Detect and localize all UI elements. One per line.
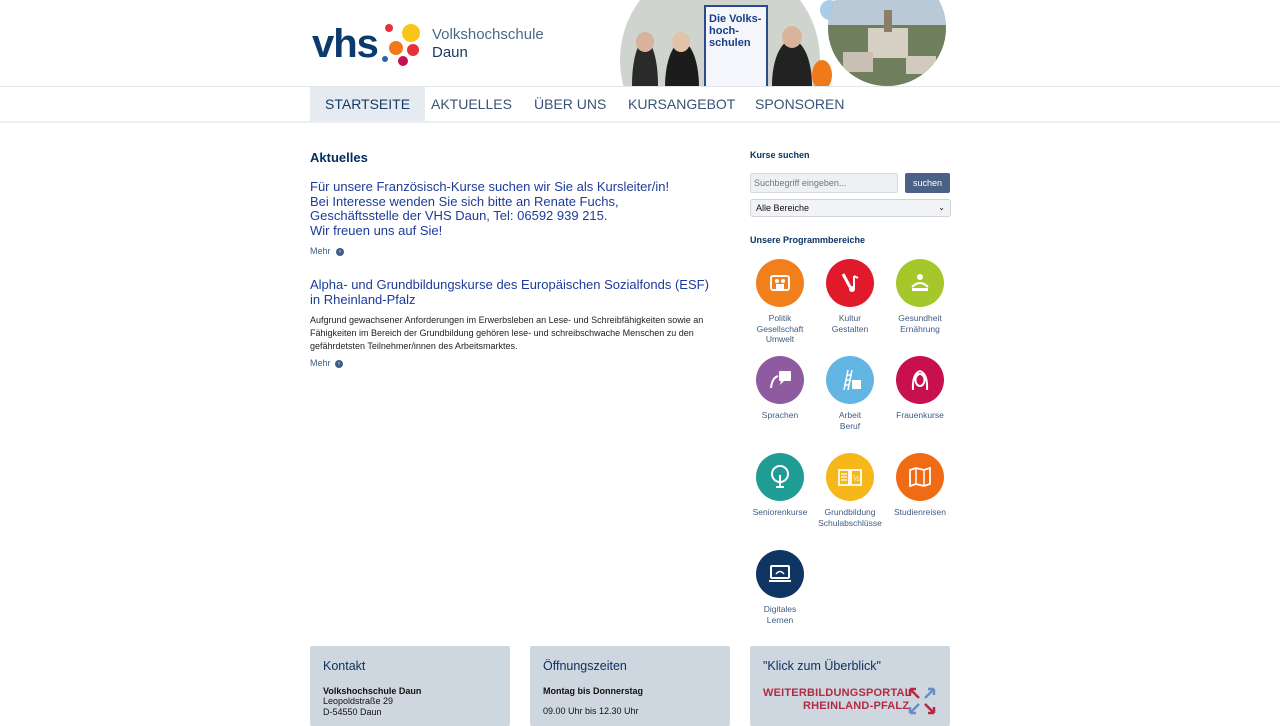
site-header [0, 0, 1280, 87]
program-arbeit[interactable] [815, 356, 885, 431]
opening-hours-box [530, 646, 730, 726]
logo-wordmark: vhs [312, 22, 378, 66]
news-text-line: Für unsere Französisch-Kurse suchen wir Sie als Kursleiter/in! [310, 179, 670, 194]
program-label[interactable]: Gesundheit Ernährung [898, 313, 942, 334]
wellness-icon[interactable] [896, 259, 944, 307]
header-banner-image [620, 0, 946, 86]
select-value: Alle Bereiche [756, 203, 810, 213]
program-sprachen[interactable] [745, 356, 815, 421]
program-label[interactable]: Politik Gesellschaft Umwelt [756, 313, 804, 344]
news-item [310, 180, 730, 259]
program-gesundheit[interactable] [885, 259, 955, 334]
portal-box[interactable] [750, 646, 950, 726]
program-politik[interactable] [745, 259, 815, 345]
opening-hours: 09.00 Uhr bis 12.30 Uhr [543, 706, 639, 716]
search-heading: Kurse suchen [750, 150, 810, 160]
contact-heading: Kontakt [323, 659, 366, 673]
sidebar [750, 150, 950, 625]
nav-kursangebot[interactable]: KURSANGEBOT [628, 96, 736, 112]
vhs-logo[interactable] [312, 22, 552, 66]
chevron-right-icon[interactable]: › [336, 248, 344, 256]
category-select[interactable] [750, 199, 951, 217]
people-icon[interactable] [756, 259, 804, 307]
person-head [636, 32, 654, 52]
news-text-line: Wir freuen uns auf Sie! [310, 222, 443, 238]
program-label[interactable]: Frauenkurse [896, 410, 944, 420]
weiterbildungsportal-logo[interactable] [763, 686, 938, 716]
logo-dot [398, 56, 408, 66]
logo-subtitle: Daun [432, 44, 468, 61]
logo-title: Volkshochschule [432, 26, 544, 43]
more-link-label[interactable]: Mehr [310, 246, 331, 256]
program-label[interactable]: Studienreisen [894, 507, 946, 517]
logo-dot [382, 56, 388, 62]
program-label[interactable]: Sprachen [761, 410, 799, 420]
contact-box [310, 646, 510, 726]
main-content [310, 150, 730, 368]
section-heading: Aktuelles [310, 150, 368, 165]
contact-name: Volkshochschule Daun [323, 686, 422, 696]
chevron-right-icon[interactable]: › [335, 360, 343, 368]
banner-photo-town [828, 0, 946, 86]
building [906, 56, 936, 74]
opening-days: Montag bis Donnerstag [543, 686, 644, 696]
building [843, 52, 873, 72]
more-link-label[interactable]: Mehr [310, 358, 331, 368]
speech-icon[interactable] [756, 356, 804, 404]
program-studienreisen[interactable] [885, 453, 955, 518]
portal-logo-line2: RHEINLAND-PFALZ [803, 700, 910, 712]
news-body-text: Aufgrund gewachsener Anforderungen im Erwerbsleben an Lese- und Schreibfähigkeiten sowie an Fähigkeiten im Bereich der Grundbildung gehören lese- und schreibschwache Menschen zu den gefährdetsten Teilnehmer/innen des Arbeitsmarktes. [310, 315, 704, 351]
map-icon[interactable] [896, 453, 944, 501]
nav-sponsoren[interactable]: SPONSOREN [755, 96, 845, 112]
portal-logo-line1: WEITERBILDUNGSPORTAL [763, 687, 912, 699]
portal-heading: "Klick zum Überblick" [763, 659, 881, 673]
contact-street: Leopoldstraße 29 [323, 696, 394, 706]
laptop-icon[interactable] [756, 550, 804, 598]
brush-music-icon[interactable] [826, 259, 874, 307]
more-link[interactable] [310, 357, 730, 370]
tower [884, 10, 892, 32]
search-input[interactable] [750, 173, 898, 193]
program-frauenkurse[interactable] [885, 356, 955, 421]
nav-startseite[interactable]: STARTSEITE [310, 87, 425, 121]
program-kultur[interactable] [815, 259, 885, 334]
more-link[interactable] [310, 243, 730, 259]
search-form [750, 173, 950, 193]
logo-dot [385, 24, 393, 32]
arrows-icon [907, 686, 937, 716]
chevron-down-icon: ⌄ [938, 203, 945, 212]
program-heading: Unsere Programmbereiche [750, 235, 866, 245]
news-item [310, 314, 730, 370]
news-text-line: Bei Interesse wenden Sie sich bitte an Renate Fuchs, [310, 193, 619, 209]
search-button[interactable]: suchen [905, 173, 950, 193]
program-label[interactable]: Kultur Gestalten [831, 313, 869, 334]
nav-aktuelles[interactable]: AKTUELLES [431, 96, 512, 112]
opening-hours-heading: Öffnungszeiten [543, 659, 627, 673]
contact-city: D-54550 Daun [323, 707, 382, 717]
program-seniorenkurse[interactable] [745, 453, 815, 518]
logo-dot [389, 41, 403, 55]
news-title-line[interactable]: Alpha- und Grundbildungskurse des Europäischen Sozialfonds (ESF) [310, 277, 709, 292]
main-navigation [0, 87, 1280, 123]
logo-dot [402, 24, 420, 42]
svg-text:½: ½ [853, 474, 860, 483]
program-label[interactable]: Grundbildung Schulabschlüsse [818, 507, 882, 528]
banner-photo-people [620, 0, 820, 86]
book-icon[interactable] [826, 453, 874, 501]
news-text-line: Geschäftsstelle der VHS Daun, Tel: 06592 939 215. [310, 208, 608, 223]
logo-dot [407, 44, 419, 56]
ladder-icon[interactable] [826, 356, 874, 404]
poster-text: Die Volks-hoch-schulen [709, 13, 762, 49]
woman-icon[interactable] [896, 356, 944, 404]
person-head [782, 26, 802, 48]
program-label[interactable]: Digitales Lernen [763, 604, 797, 625]
program-digitales-lernen[interactable] [745, 550, 815, 625]
program-label[interactable]: Arbeit Beruf [838, 410, 862, 431]
program-label[interactable]: Seniorenkurse [752, 507, 808, 517]
building [868, 28, 908, 58]
news-title-line[interactable]: in Rheinland-Pfalz [310, 291, 416, 307]
nav-ueber-uns[interactable]: ÜBER UNS [534, 96, 607, 112]
news-title[interactable] [310, 278, 730, 307]
banner-poster [704, 5, 768, 86]
program-grundbildung[interactable] [815, 453, 885, 528]
tree-icon[interactable] [756, 453, 804, 501]
person-head [672, 32, 690, 52]
